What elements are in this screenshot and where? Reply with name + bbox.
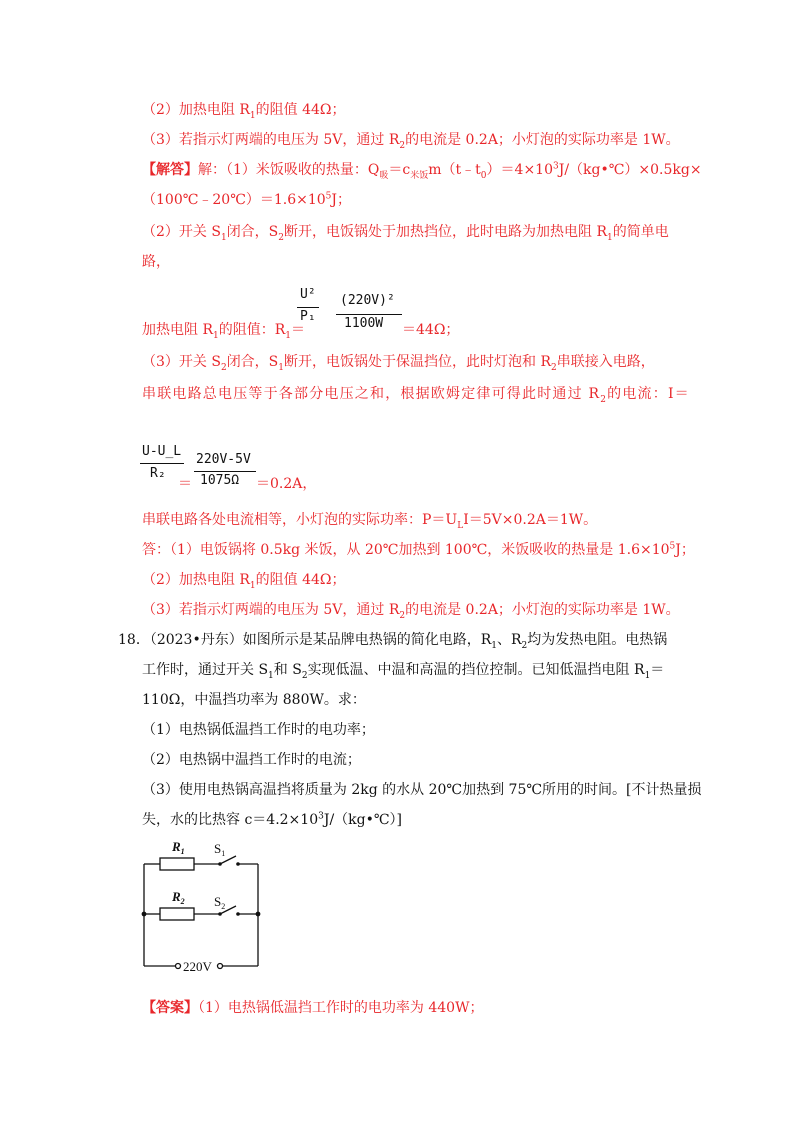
formula1-denominator: 1100W [344,316,384,331]
terminal-right [218,964,223,969]
junction-left [142,912,147,917]
solution-line-5: 加热电阻 $R_1$的阻值：$R_1=$ [142,322,306,341]
formula2-equals: ＝ [178,476,192,492]
s1-contact-a [218,862,222,866]
formula2-bar-b [194,471,256,472]
question18-line-3: 110Ω，中温挡功率为 880W。求： [142,692,366,708]
junction-right [256,912,261,917]
prev-answer-3: （3）若指示灯两端的电压为 5V，通过 $R_2$的电流是 0.2A；小灯泡的实际功率是 1W。 [142,132,680,151]
solution-line-4: 路， [142,254,170,270]
answer18-line-1: 【答案】（1）电热锅低温挡工作时的电功率为 440W； [142,1000,484,1016]
solution-line-6: （3）开关 $S_2$闭合，$S_1$断开，电饭锅处于保温挡位，此时灯泡和 $R_2$串联接入电路， [142,354,655,373]
formula2-denominator-1: R₂ [150,466,166,481]
question18-part-1: （1）电热锅低温挡工作时的电功率； [142,722,375,738]
circuit-diagram [136,836,276,976]
s2-contact-b [236,912,240,916]
formula2-bar-a [140,463,184,464]
formula1-bar-a [297,307,319,308]
solution-line-5-result: ＝44Ω； [402,322,460,338]
conclusion-line-1: 答：（1）电饭锅将 0.5kg 米饭，从 20℃加热到 100℃，米饭吸收的热量是 $1.6\times 10^5J$； [142,541,695,558]
formula1-bar-b [336,314,402,315]
question18-line-2: 工作时，通过开关 $S_1$和 $S_2$实现低温、中温和高温的挡位控制。已知低温挡电阻 $R_1=$ [142,662,665,681]
solution-line-7: 串联电路总电压等于各部分电压之和，根据欧姆定律可得此时通过 $R_2$的电流：I＝ [142,386,690,405]
formula2-numerator-2: 220V-5V [196,452,251,467]
s2-contact-a [218,912,222,916]
solution-line-2: $(100℃﹣20℃)=1.6\times 10^5J$； [142,191,352,208]
solution-line-8: 串联电路各处电流相等，小灯泡的实际功率：$P=U_LI=5V\times 0.2A=1W$。 [142,512,598,531]
solution-line-1: 【解答】解：（1）米饭吸收的热量：$Q_吸=c_{米饭}m(t﹣t_0)=4\times 10^3J/(kg•℃)\times 0.5kg\times$ [142,161,702,181]
formula2-numerator-1: U-U_L [142,444,182,459]
solution-tag: 【解答】 [142,162,198,178]
formula2-denominator-2: 1075Ω [200,473,240,488]
question18-part-3: （3）使用电热锅高温挡将质量为 2kg 的水从 20℃加热到 75℃所用的时间。[不计热量损 [142,782,702,798]
source-label: 220V [183,959,212,974]
s1-contact-b [236,862,240,866]
r1-label: $R_1$ [172,839,185,856]
terminal-left [176,964,181,969]
formula2-result: ＝0.2A， [256,476,317,492]
question18-line-1: 18．（2023•丹东）如图所示是某品牌电热锅的简化电路，$R_1$、$R_2$均为发热电阻。电热锅 [118,632,668,651]
solution-line-3: （2）开关 $S_1$闭合，$S_2$断开，电饭锅处于加热挡位，此时电路为加热电阻 $R_1$的简单电 [142,224,669,243]
question18-part-2: （2）电热锅中温挡工作时的电流； [142,752,361,768]
formula1-p1: P₁ [300,309,316,324]
s1-label: $S_1$ [214,841,226,858]
resistor-r2 [160,908,194,920]
formula1-u2: U² [300,287,316,302]
r2-label: $R_2$ [172,889,185,906]
formula1-numerator: (220V)² [340,293,395,308]
s2-label: $S_2$ [214,894,226,911]
answer-tag: 【答案】 [142,1000,198,1016]
prev-answer-2: （2）加热电阻 $R_1$的阻值 44Ω； [142,102,346,121]
question18-part-3-cont: 失，水的比热容 $c=4.2\times 10^3J/(kg•℃)$] [142,811,402,828]
resistor-r1 [160,858,194,870]
conclusion-line-2: （2）加热电阻 $R_1$的阻值 44Ω； [142,572,346,591]
conclusion-line-3: （3）若指示灯两端的电压为 5V，通过 $R_2$的电流是 0.2A；小灯泡的实际功率是 1W。 [142,602,680,621]
